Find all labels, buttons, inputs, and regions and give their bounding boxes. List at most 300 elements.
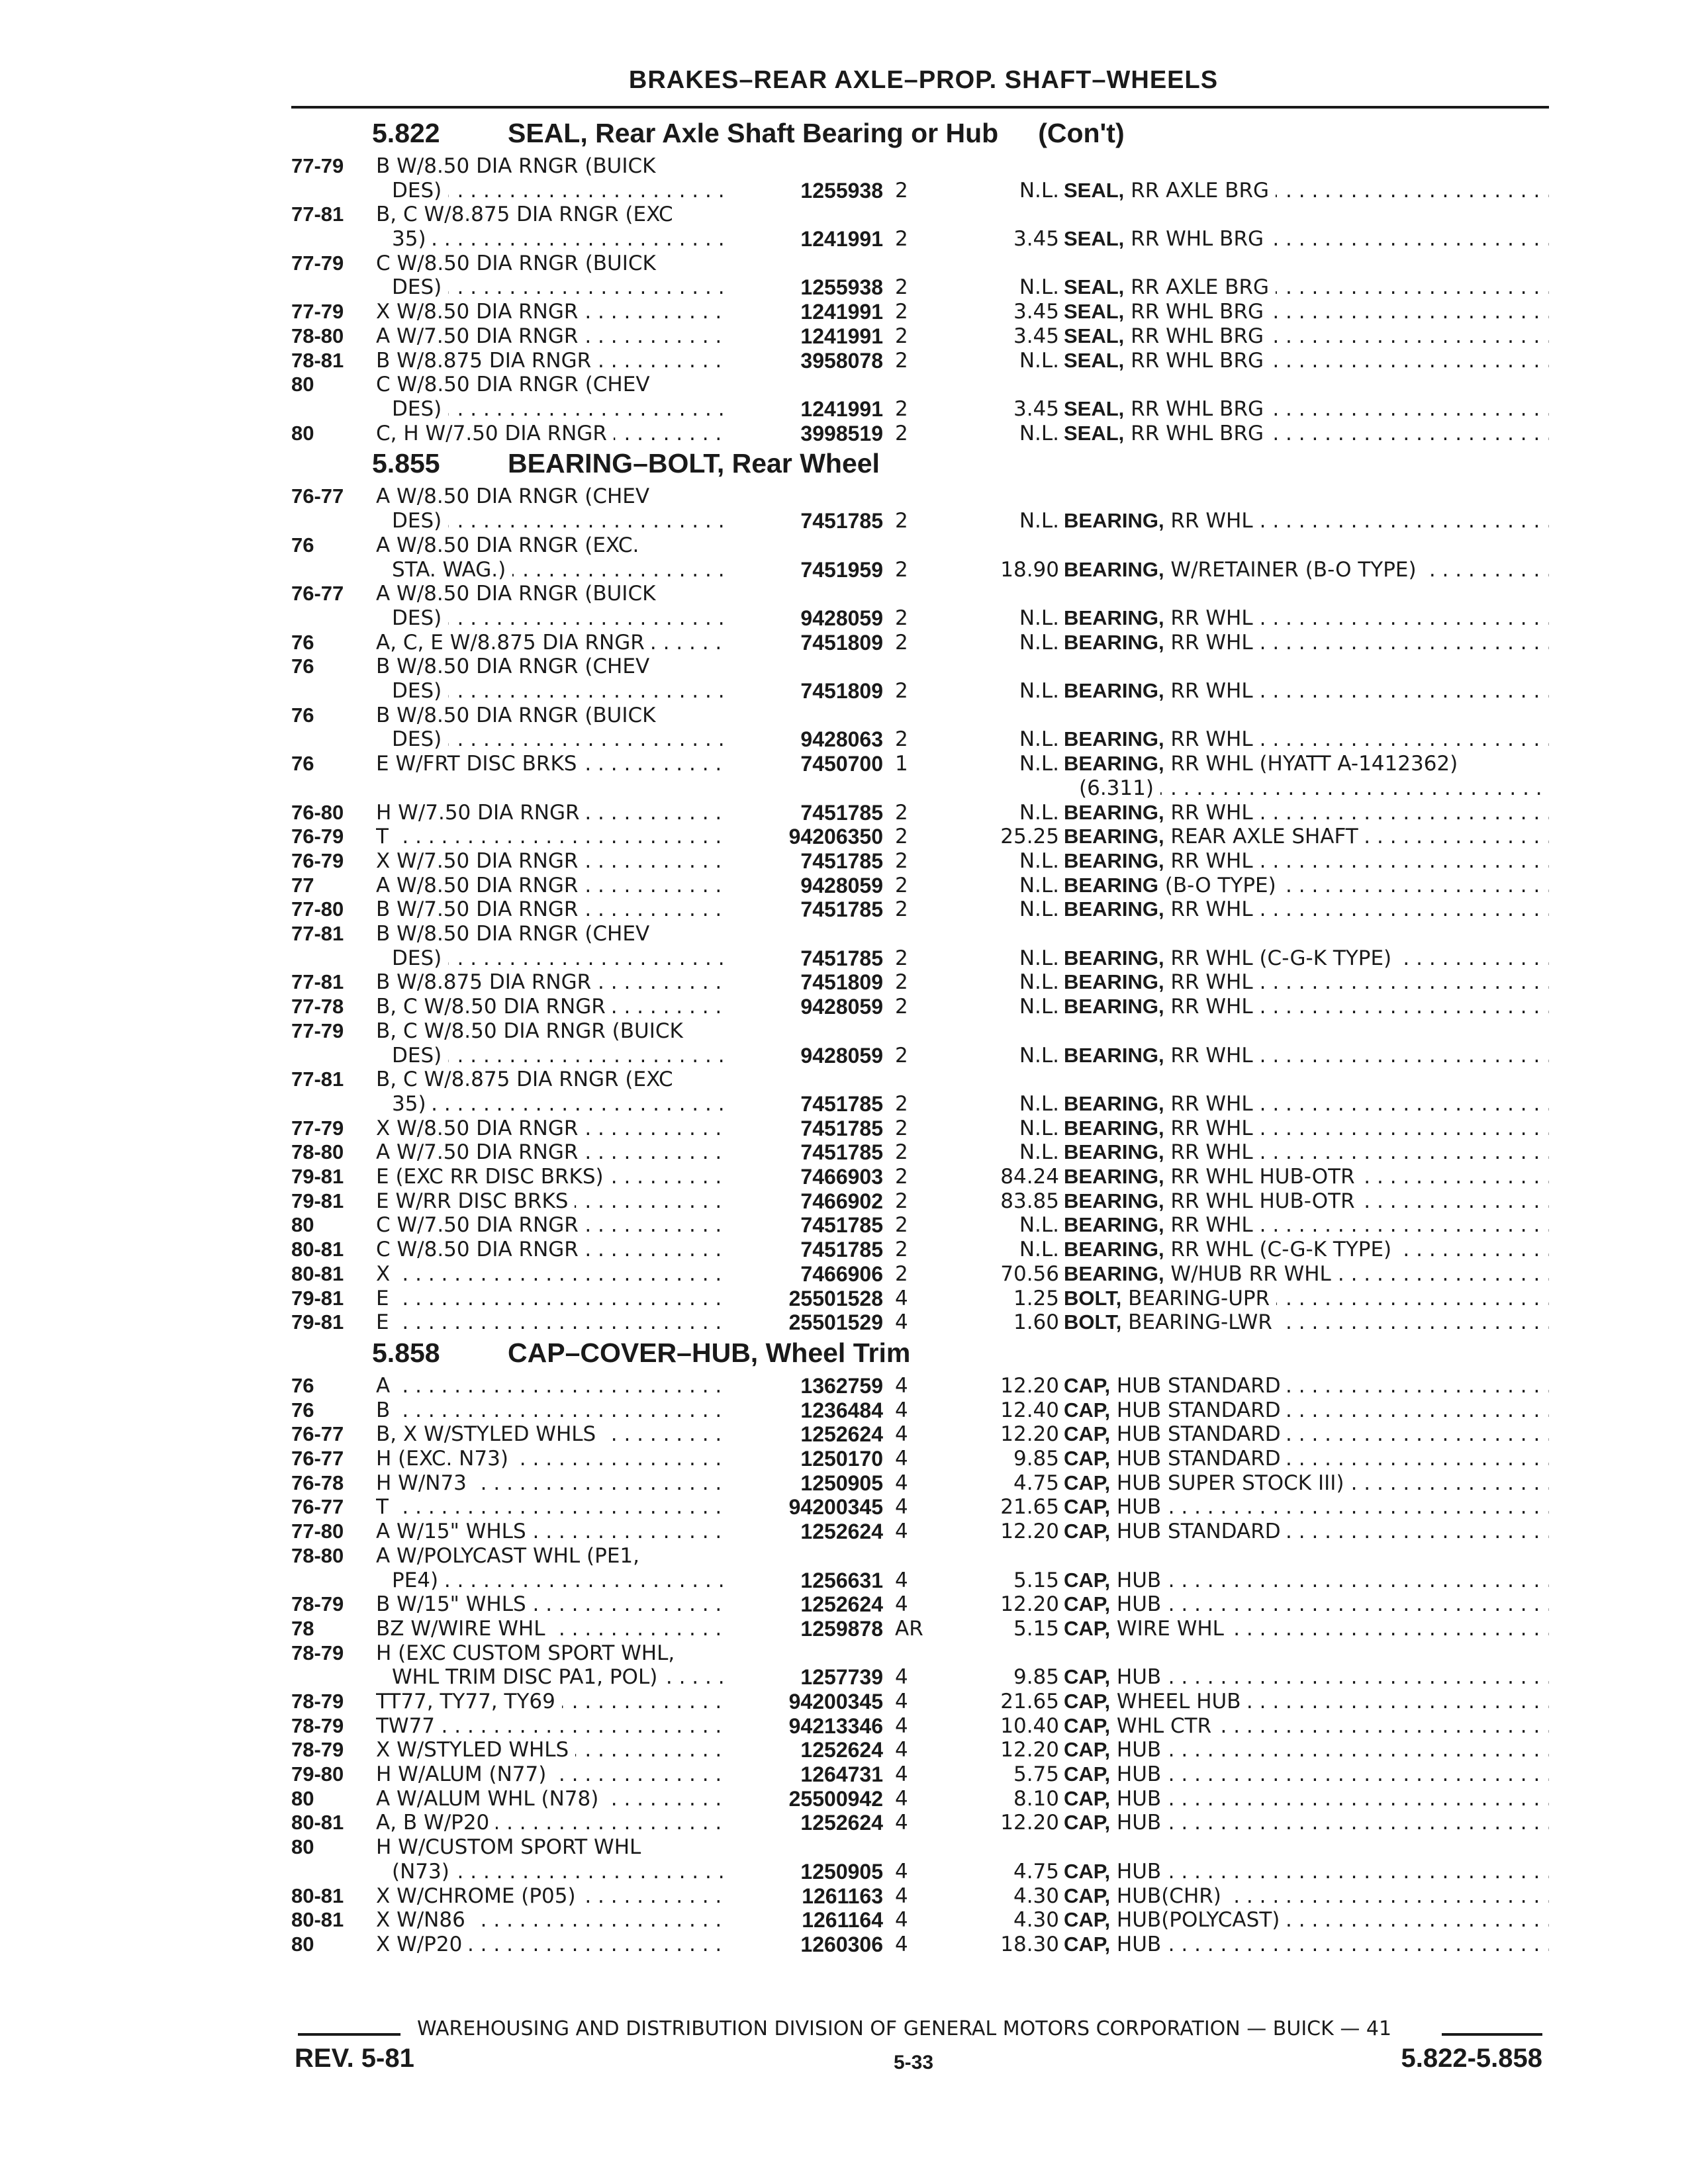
application: C W/8.50 DIA RNGR (CHEV: [376, 373, 650, 396]
quantity: 4: [895, 1933, 908, 1956]
description-detail: HUB: [1110, 1933, 1162, 1956]
application-text: TT77, TY77, TY69: [376, 1690, 562, 1713]
price: 3.45: [1013, 324, 1059, 348]
description: [1064, 825, 1365, 848]
description-detail: WHEEL HUB: [1110, 1690, 1241, 1713]
description-detail: BEARING-UPR: [1121, 1287, 1270, 1310]
description-noun: BEARING,: [1064, 1116, 1164, 1140]
price: 12.20: [1000, 1422, 1059, 1446]
description-noun: BEARING,: [1064, 1262, 1164, 1285]
price: 4.30: [1013, 1908, 1059, 1932]
quantity: 2: [895, 679, 908, 703]
parts-row: [291, 1422, 1549, 1446]
price: 1.25: [1013, 1287, 1059, 1310]
description-detail: RR WHL (C-G-K TYPE): [1164, 1238, 1392, 1261]
application-text: E W/RR DISC BRKS: [376, 1189, 575, 1213]
description: [1064, 995, 1260, 1019]
description: [1064, 422, 1270, 445]
part-number: 1261164: [802, 1908, 883, 1932]
application-text: X W/STYLED WHLS: [376, 1738, 575, 1762]
quantity: 2: [895, 1092, 908, 1116]
parts-row: [291, 776, 1549, 800]
parts-row: [291, 1310, 1549, 1334]
application-text: B W/15" WHLS: [376, 1592, 533, 1616]
application-text: T: [376, 825, 395, 848]
parts-row: [291, 300, 1549, 324]
section-suffix: (Con't): [1038, 118, 1125, 148]
part-number: 1252624: [800, 1738, 883, 1762]
price: N.L.: [1019, 849, 1059, 873]
parts-row: [291, 509, 1549, 533]
description-noun: BEARING,: [1064, 606, 1164, 629]
description: [1064, 1092, 1260, 1116]
description: [1064, 227, 1270, 251]
model-year: 80: [291, 1933, 314, 1956]
price: 21.65: [1000, 1690, 1059, 1713]
price: N.L.: [1019, 727, 1059, 751]
description-noun: BEARING,: [1064, 679, 1164, 702]
price: N.L.: [1019, 1213, 1059, 1237]
model-year: 78-79: [291, 1738, 344, 1761]
application-text: 35): [392, 227, 433, 251]
price: N.L.: [1019, 752, 1059, 776]
description-noun: CAP,: [1064, 1860, 1111, 1883]
model-year: 80: [291, 1213, 314, 1236]
model-year: 77-79: [291, 251, 344, 275]
parts-row: [291, 179, 1549, 203]
price: N.L.: [1019, 275, 1059, 299]
model-year: 80-81: [291, 1262, 344, 1285]
model-year: 76: [291, 1398, 314, 1422]
application: A W/POLYCAST WHL (PE1,: [376, 1544, 640, 1568]
price: 12.20: [1000, 1592, 1059, 1616]
description: [1064, 179, 1276, 203]
parts-row: [291, 251, 1549, 275]
application-text: X W/N86: [376, 1908, 472, 1932]
model-year: 76: [291, 631, 314, 654]
description-detail: RR WHL: [1164, 1140, 1253, 1164]
section-title: [372, 1338, 1365, 1372]
application: C W/8.50 DIA RNGR (BUICK: [376, 251, 656, 275]
description: [1064, 1495, 1168, 1519]
description: [1064, 874, 1283, 897]
price: 5.75: [1013, 1762, 1059, 1786]
application-text: H (EXC. N73): [376, 1447, 515, 1471]
description-noun: CAP,: [1064, 1908, 1111, 1931]
quantity: 2: [895, 606, 908, 630]
description: [1064, 1762, 1168, 1786]
description: [1064, 727, 1260, 751]
description-noun: BEARING,: [1064, 1092, 1164, 1115]
application-text: (N73): [392, 1860, 456, 1884]
description-detail: HUB(CHR): [1110, 1884, 1221, 1908]
application-text: A W/8.50 DIA RNGR: [376, 874, 585, 897]
application-text: H W/ALUM (N77): [376, 1762, 553, 1786]
description-noun: CAP,: [1064, 1447, 1111, 1470]
quantity: 4: [895, 1908, 908, 1932]
description-noun: CAP,: [1064, 1495, 1111, 1518]
part-number: 1260306: [800, 1933, 883, 1956]
part-number: 7451785: [800, 509, 883, 533]
application: B, C W/8.50 DIA RNGR (BUICK: [376, 1019, 683, 1043]
price: N.L.: [1019, 897, 1059, 921]
description-noun: BEARING,: [1064, 1140, 1164, 1163]
application: B W/8.50 DIA RNGR (CHEV: [376, 922, 650, 946]
part-number: 1261163: [802, 1884, 883, 1908]
description-noun: SEAL,: [1064, 275, 1125, 298]
description: [1064, 1374, 1288, 1398]
model-year: 78-81: [291, 349, 344, 372]
quantity: 4: [895, 1714, 908, 1738]
description-noun: BEARING,: [1064, 849, 1164, 872]
application-text: E: [376, 1310, 396, 1334]
application-text: B: [376, 1398, 397, 1422]
description-detail: RR AXLE BRG: [1124, 179, 1270, 203]
model-year: 76-79: [291, 825, 344, 848]
price: N.L.: [1019, 946, 1059, 970]
parts-row: [291, 484, 1549, 508]
description-noun: BEARING,: [1064, 995, 1164, 1018]
description-noun: SEAL,: [1064, 227, 1125, 250]
part-number: 9428063: [800, 727, 883, 751]
part-number: 25501529: [788, 1310, 883, 1334]
parts-row: [291, 752, 1549, 776]
description-noun: BOLT,: [1064, 1310, 1122, 1334]
parts-row: [291, 1262, 1549, 1286]
quantity: 2: [895, 825, 908, 848]
application: H W/CUSTOM SPORT WHL: [376, 1835, 641, 1859]
part-number: 1250905: [800, 1860, 883, 1884]
quantity: 4: [895, 1569, 908, 1592]
part-number: 1241991: [800, 227, 883, 251]
application-text: C, H W/7.50 DIA RNGR: [376, 422, 614, 445]
parts-row: [291, 727, 1549, 751]
parts-row: [291, 154, 1549, 178]
quantity: 4: [895, 1762, 908, 1786]
part-number: 7450700: [800, 752, 883, 776]
description: [1064, 1665, 1168, 1689]
section-number: 5.858: [372, 1337, 440, 1368]
quantity: 2: [895, 300, 908, 324]
quantity: 2: [895, 324, 908, 348]
price: 4.75: [1013, 1471, 1059, 1495]
description-noun: BEARING: [1064, 874, 1158, 897]
description: [1064, 946, 1398, 970]
parts-row: [291, 1116, 1549, 1140]
parts-row: [291, 533, 1549, 557]
description: [1064, 509, 1260, 533]
part-number: 7466906: [800, 1262, 883, 1286]
application: A W/8.50 DIA RNGR (EXC.: [376, 533, 639, 557]
quantity: 2: [895, 397, 908, 421]
model-year: 77-78: [291, 995, 344, 1018]
parts-row: [291, 1544, 1549, 1568]
part-number: 7451785: [800, 1116, 883, 1140]
description-noun: SEAL,: [1064, 349, 1125, 372]
description-noun: BEARING,: [1064, 1189, 1164, 1212]
model-year: 77-80: [291, 1520, 344, 1543]
parts-row: [291, 897, 1549, 921]
application-text: A W/7.50 DIA RNGR: [376, 324, 585, 348]
footer-rule-right: [1442, 2033, 1542, 2036]
quantity: 2: [895, 995, 908, 1019]
quantity: 4: [895, 1738, 908, 1762]
price: 3.45: [1013, 227, 1059, 251]
description-detail: RR WHL BRG: [1124, 324, 1264, 348]
parts-row: [291, 946, 1549, 970]
parts-row: [291, 1495, 1549, 1519]
model-year: 78: [291, 1617, 314, 1640]
application-text: X W/8.50 DIA RNGR: [376, 300, 585, 324]
description-noun: CAP,: [1064, 1398, 1111, 1422]
quantity: 1: [895, 752, 908, 776]
model-year: 80: [291, 1787, 314, 1810]
description: [1064, 1165, 1362, 1189]
quantity: 2: [895, 970, 908, 994]
application-text: B W/8.875 DIA RNGR: [376, 349, 598, 373]
description-detail: RR WHL BRG: [1124, 227, 1264, 251]
description-detail: RR WHL: [1164, 606, 1253, 630]
part-number: 7451809: [800, 679, 883, 703]
parts-row: [291, 1714, 1549, 1738]
parts-row: [291, 1860, 1549, 1884]
parts-row: [291, 1641, 1549, 1665]
description: [1064, 1860, 1168, 1884]
description-noun: CAP,: [1064, 1738, 1111, 1761]
description: [1064, 801, 1260, 825]
application: H (EXC CUSTOM SPORT WHL,: [376, 1641, 675, 1665]
description-noun: BEARING,: [1064, 1165, 1164, 1188]
application: B W/8.50 DIA RNGR (CHEV: [376, 655, 650, 678]
description-noun: SEAL,: [1064, 422, 1125, 445]
section-heading: CAP–COVER–HUB, Wheel Trim: [508, 1337, 911, 1368]
application-text: B, X W/STYLED WHLS: [376, 1422, 602, 1446]
price: N.L.: [1019, 995, 1059, 1019]
description-noun: CAP,: [1064, 1762, 1111, 1786]
description-noun: CAP,: [1064, 1811, 1111, 1834]
section-number: 5.822: [372, 118, 440, 148]
description: [1064, 1422, 1288, 1446]
part-number: 7451785: [800, 801, 883, 825]
quantity: 2: [895, 631, 908, 655]
parts-row: [291, 1374, 1549, 1398]
model-year: 77-79: [291, 300, 344, 323]
description: [1064, 1592, 1168, 1616]
quantity: 2: [895, 422, 908, 445]
application-text: H W/7.50 DIA RNGR: [376, 801, 586, 825]
quantity: 4: [895, 1447, 908, 1471]
parts-row: [291, 1287, 1549, 1310]
quantity: 2: [895, 1044, 908, 1068]
parts-row: [291, 1471, 1549, 1495]
price: N.L.: [1019, 801, 1059, 825]
description-noun: CAP,: [1064, 1787, 1111, 1810]
description: [1064, 1714, 1218, 1738]
quantity: 4: [895, 1422, 908, 1446]
description: [1064, 275, 1276, 299]
model-year: 79-80: [291, 1762, 344, 1786]
description-detail: HUB: [1110, 1665, 1162, 1689]
parts-row: [291, 970, 1549, 994]
price: 8.10: [1013, 1787, 1059, 1811]
description-detail: RR WHL: [1164, 679, 1253, 703]
parts-row: [291, 1019, 1549, 1043]
parts-row: [291, 373, 1549, 396]
model-year: 80: [291, 422, 314, 445]
quantity: 2: [895, 874, 908, 897]
description-detail: RR WHL: [1164, 631, 1253, 655]
application-text: T: [376, 1495, 395, 1519]
description-detail: HUB: [1110, 1811, 1162, 1835]
description-detail: RR WHL BRG: [1124, 349, 1264, 373]
parts-row: [291, 704, 1549, 727]
description-detail: HUB: [1110, 1787, 1162, 1811]
footer-rule-left: [298, 2033, 400, 2036]
description-detail: HUB STANDARD: [1110, 1422, 1281, 1446]
description: [1064, 397, 1270, 421]
application-text: E (EXC RR DISC BRKS): [376, 1165, 610, 1189]
description-detail: HUB: [1110, 1738, 1162, 1762]
description-noun: CAP,: [1064, 1374, 1111, 1397]
price: N.L.: [1019, 631, 1059, 655]
quantity: 4: [895, 1310, 908, 1334]
price: 5.15: [1013, 1617, 1059, 1641]
price: N.L.: [1019, 1044, 1059, 1068]
price: 12.20: [1000, 1520, 1059, 1543]
description-noun: CAP,: [1064, 1884, 1111, 1907]
description-detail: HUB(POLYCAST): [1110, 1908, 1280, 1932]
model-year: 80: [291, 373, 314, 396]
description-noun: BEARING,: [1064, 825, 1164, 848]
parts-row: [291, 655, 1549, 678]
description-detail: HUB: [1110, 1592, 1162, 1616]
parts-row: [291, 1592, 1549, 1616]
parts-row: [291, 397, 1549, 421]
price: 84.24: [1000, 1165, 1059, 1189]
model-year: 80-81: [291, 1238, 344, 1261]
parts-row: [291, 874, 1549, 897]
quantity: 2: [895, 1116, 908, 1140]
description: [1064, 1811, 1168, 1835]
model-year: 77: [291, 874, 314, 897]
application-text: C W/8.50 DIA RNGR: [376, 1238, 585, 1261]
price: 12.20: [1000, 1811, 1059, 1835]
parts-row: [291, 1068, 1549, 1091]
price: N.L.: [1019, 1092, 1059, 1116]
description: [1064, 606, 1260, 630]
description: [1064, 1569, 1168, 1592]
parts-row: [291, 922, 1549, 946]
description-noun: SEAL,: [1064, 179, 1125, 202]
price: N.L.: [1019, 1116, 1059, 1140]
description-noun: CAP,: [1064, 1617, 1111, 1640]
model-year: 76-77: [291, 484, 344, 508]
parts-row: [291, 1238, 1549, 1261]
price: N.L.: [1019, 1238, 1059, 1261]
application-text: DES): [392, 606, 448, 630]
part-number: 1259878: [800, 1617, 883, 1641]
application-text: X W/CHROME (P05): [376, 1884, 583, 1908]
quantity: 2: [895, 849, 908, 873]
application-text: B, C W/8.50 DIA RNGR: [376, 995, 612, 1019]
parts-row: [291, 1189, 1549, 1213]
quantity: 4: [895, 1495, 908, 1519]
description-detail: REAR AXLE SHAFT: [1164, 825, 1358, 848]
price: 25.25: [1000, 825, 1059, 848]
description-noun: CAP,: [1064, 1690, 1111, 1713]
part-number: 7466903: [800, 1165, 883, 1189]
application-text: A W/15" WHLS: [376, 1520, 533, 1543]
part-number: 9428059: [800, 995, 883, 1019]
description: [1064, 1310, 1279, 1334]
model-year: 77-81: [291, 1068, 344, 1091]
description-detail: (6.311): [1079, 776, 1154, 800]
model-year: 78-80: [291, 1544, 344, 1567]
description-detail: WIRE WHL: [1110, 1617, 1224, 1641]
parts-row: [291, 679, 1549, 703]
description-detail: HUB STANDARD: [1110, 1398, 1281, 1422]
model-year: 76: [291, 655, 314, 678]
description: [1064, 897, 1260, 921]
part-number: 9428059: [800, 606, 883, 630]
page-title: BRAKES–REAR AXLE–PROP. SHAFT–WHEELS: [628, 66, 1219, 94]
description-noun: CAP,: [1064, 1592, 1111, 1615]
model-year: 76-77: [291, 1495, 344, 1518]
quantity: 2: [895, 227, 908, 251]
quantity: 4: [895, 1884, 908, 1908]
description-noun: BEARING,: [1064, 1044, 1164, 1067]
part-number: 1250905: [800, 1471, 883, 1495]
model-year: 78-79: [291, 1714, 344, 1737]
price: 10.40: [1000, 1714, 1059, 1738]
quantity: 2: [895, 1238, 908, 1261]
application-text: X W/P20: [376, 1933, 469, 1956]
application-text: DES): [392, 509, 448, 533]
model-year: 76-77: [291, 582, 344, 605]
model-year: 78-79: [291, 1690, 344, 1713]
model-year: 77-79: [291, 154, 344, 177]
quantity: 2: [895, 897, 908, 921]
description-noun: BEARING,: [1064, 509, 1164, 532]
description-noun: BEARING,: [1064, 752, 1164, 775]
description-noun: BEARING,: [1064, 1238, 1164, 1261]
description-noun: CAP,: [1064, 1422, 1111, 1445]
parts-row: [291, 558, 1549, 582]
description: [1064, 300, 1270, 324]
parts-row: [291, 1835, 1549, 1859]
model-year: 77-81: [291, 922, 344, 945]
part-number: 94206350: [788, 825, 883, 848]
parts-row: [291, 1690, 1549, 1713]
application-text: BZ W/WIRE WHL: [376, 1617, 551, 1641]
application-text: X: [376, 1262, 397, 1286]
application-text: A, C, E W/8.875 DIA RNGR: [376, 631, 651, 655]
part-number: 94200345: [788, 1495, 883, 1519]
quantity: 2: [895, 509, 908, 533]
model-year: 76: [291, 533, 314, 557]
parts-row: [291, 349, 1549, 373]
part-number: 1362759: [800, 1374, 883, 1398]
quantity: 2: [895, 558, 908, 582]
price: N.L.: [1019, 179, 1059, 203]
application-text: C W/7.50 DIA RNGR: [376, 1213, 585, 1237]
description-detail: (B-O TYPE): [1158, 874, 1276, 897]
application-text: X W/8.50 DIA RNGR: [376, 1116, 585, 1140]
application: A W/8.50 DIA RNGR (BUICK: [376, 582, 656, 606]
description-detail: HUB SUPER STOCK III): [1110, 1471, 1344, 1495]
part-number: 7451785: [800, 1092, 883, 1116]
price: N.L.: [1019, 1140, 1059, 1164]
